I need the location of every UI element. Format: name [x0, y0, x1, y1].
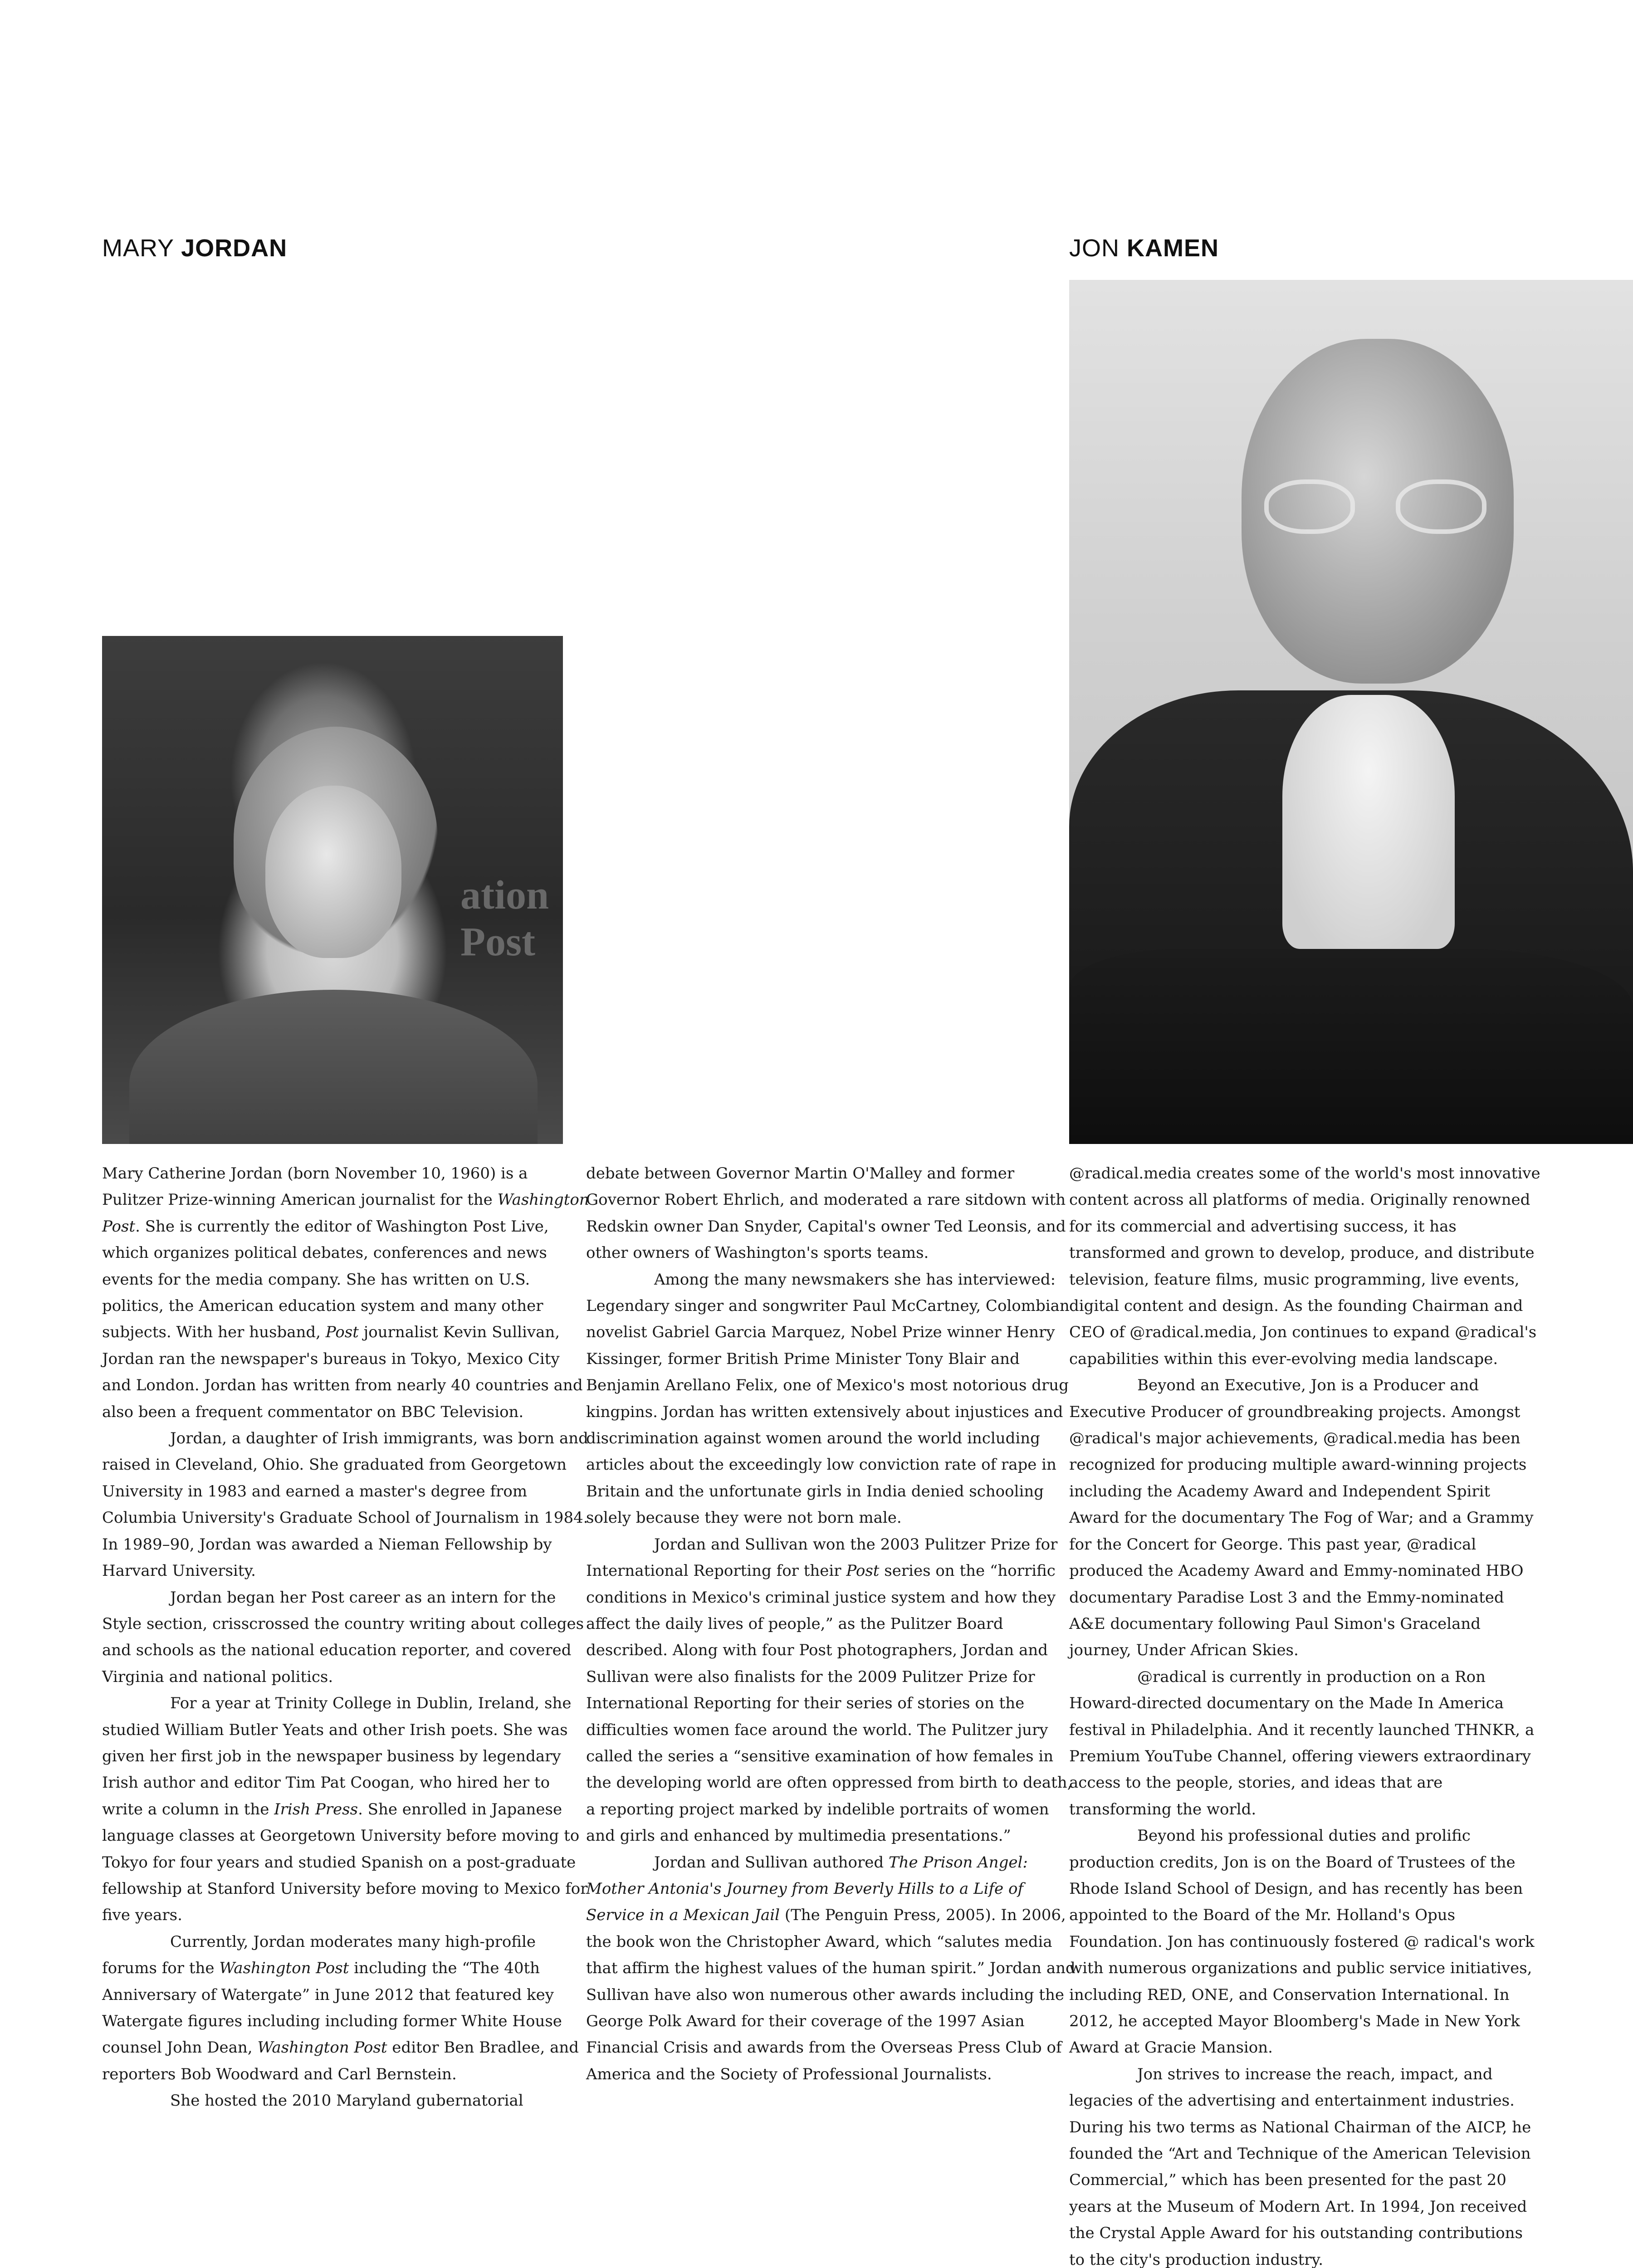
text-run: Beyond his professional duties and prolific production credits, Jon is on the Board of Trustees of the Rhode Island School of Design, and has recently has been appointed to the Board of the Mr. Holland's Opus Foundation. Jon has continuously fostered @ radical's work with numerous organizations and public service initiatives, including RED, ONE, and Conservation International. In 2012, he accepted Mayor Bloomberg's Made in New York Award at Gracie Mansion. — [1069, 1827, 1535, 2057]
bio-column-2 — [586, 1160, 1076, 2087]
italic-title: Post — [325, 1323, 359, 1342]
portrait-photo-jon-kamen — [1069, 280, 1633, 1144]
text-run: For a year at Trinity College in Dublin, Ireland, she studied William Butler Yeats and other Irish poets. She was given her first job in the newspaper business by legendary Irish author and editor Tim Pat Coogan, who hired her to write a column in the — [102, 1694, 572, 1818]
italic-title: Washington Post — [257, 2038, 387, 2057]
text-run: editor Ben Bradlee, and reporters Bob Woodward and Carl Bernstein. — [102, 2038, 579, 2083]
text-run: series on the “horrific conditions in Mexico's criminal justice system and how they affect the daily lives of people,” as the Pulitzer Board described. Along with four Post photographers, Jordan and Sullivan were also finalists for the 2009 Pulitzer Prize for International Reporting for their series of stories on the difficulties women face around the world. The Pulitzer jury called the series a “sensitive examination of how females in the developing world are often oppressed from birth to death, a reporting project marked by indelible portraits of women and girls and enhanced by multimedia presentations.” — [586, 1562, 1072, 1845]
bio-column-3 — [1069, 1160, 1541, 2268]
bio-paragraph — [102, 2087, 592, 2114]
text-run: . She enrolled in Japanese language classes at Georgetown University before moving to Tokyo for four years and studied Spanish on a post-graduate fellowship at Stanford University before moving to Mexico for five years. — [102, 1800, 588, 1925]
text-run: Jordan and Sullivan won the 2003 Pulitzer Prize for International Reporting for their — [586, 1535, 1058, 1580]
text-run: Mary Catherine Jordan (born November 10, 1960) is a Pulitzer Prize-winning American journalist for the — [102, 1164, 528, 1209]
bio-paragraph — [586, 1266, 1076, 1531]
text-run: Jon strives to increase the reach, impact, and legacies of the advertising and entertainment industries. During his two terms as National Chairman of the AICP, he founded the “Art and Technique of the American Television Commercial,” which has been presented for the past 20 years at the Museum of Modern Art. In 1994, Jon received the Crystal Apple Award for his outstanding contributions to the city's production industry. — [1069, 2065, 1531, 2268]
text-run: Currently, Jordan moderates many high-profile forums for the — [102, 1932, 536, 1978]
text-run: including the “The 40th Anniversary of Watergate” in June 2012 that featured key Watergate figures including including former White House counsel John Dean, — [102, 1959, 562, 2057]
italic-title: The Prison Angel: Mother Antonia's Journey from Beverly Hills to a Life of Service in a Mexican Jail — [586, 1853, 1028, 1925]
text-run: @radical.media creates some of the world's most innovative content across all platforms of media. Originally renowned for its commercial and advertising success, it has transformed and grown to develop, produce, and distribute television, feature films, music programming, live events, digital content and design. As the founding Chairman and CEO of @radical.media, Jon continues to expand @radical's capabilities within this ever-evolving media landscape. — [1069, 1164, 1540, 1368]
photo-glasses — [1264, 479, 1496, 538]
first-name: MARY — [102, 235, 174, 262]
photo-arms — [1069, 949, 1633, 1144]
text-run: . She is currently the editor of Washington Post Live, which organizes political debates, conferences and news events for the media company. She has written on U.S. politics, the American education system and many other subjects. With her husband, — [102, 1217, 549, 1342]
bio-paragraph — [1069, 1160, 1541, 1372]
italic-title: Washington Post — [102, 1191, 589, 1236]
name-heading-mary-jordan — [102, 234, 287, 262]
first-name: JON — [1069, 235, 1120, 262]
photo-shoulders — [129, 990, 538, 1144]
text-run: (The Penguin Press, 2005). In 2006, the book won the Christopher Award, which “salutes media that affirm the highest values of the human spirit.” Jordan and Sullivan have also won numerous other awards including the George Polk Award for their coverage of the 1997 Asian Financial Crisis and awards from the Overseas Press Club of America and the Society of Professional Journalists. — [586, 1906, 1076, 2083]
portrait-photo-mary-jordan — [102, 636, 563, 1144]
last-name: JORDAN — [181, 235, 288, 262]
text-run: journalist Kevin Sullivan, Jordan ran the newspaper's bureaus in Tokyo, Mexico City and London. Jordan has written from nearly 40 countries and also been a frequent commentator on BBC Television. — [102, 1323, 583, 1421]
bio-paragraph — [1069, 1823, 1541, 2061]
text-run: debate between Governor Martin O'Malley and former Governor Robert Ehrlich, and moderated a rare sitdown with Redskin owner Dan Snyder, Capital's owner Ted Leonsis, and other owners of Washington's sports teams. — [586, 1164, 1066, 1262]
last-name: KAMEN — [1127, 235, 1219, 262]
italic-title: Washington Post — [219, 1959, 349, 1978]
bio-paragraph — [1069, 2061, 1541, 2268]
text-run: Jordan and Sullivan authored — [654, 1853, 889, 1872]
photo-background-logo-text: ation Post — [460, 873, 549, 964]
bio-paragraph — [1069, 1372, 1541, 1663]
text-run: @radical is currently in production on a Ron Howard-directed documentary on the Made In America festival in Philadelphia. And it recently launched THNKR, a Premium YouTube Channel, offering viewers extraordinary access to the people, stories, and ideas that are transforming the world. — [1069, 1667, 1535, 1818]
bio-paragraph — [102, 1425, 592, 1584]
bio-paragraph — [586, 1849, 1076, 2088]
bio-paragraph — [102, 1929, 592, 2087]
photo-shirt — [1282, 695, 1455, 949]
bio-column-1 — [102, 1160, 592, 2114]
text-run: Jordan began her Post career as an intern for the Style section, crisscrossed the country writing about colleges and schools as the national education reporter, and covered Virginia and national politics. — [102, 1588, 584, 1686]
name-heading-jon-kamen — [1069, 234, 1219, 262]
text-run: Beyond an Executive, Jon is a Producer and Executive Producer of groundbreaking projects. Amongst @radical's major achievements, @radical.media has been recognized for producing multiple award-winning projects including the Academy Award and Independent Spirit Award for the documentary The Fog of War; and a Grammy for the Concert for George. This past year, @radical produced the Academy Award and Emmy-nominated HBO documentary Paradise Lost 3 and the Emmy-nominated A&E documentary following Paul Simon's Graceland journey, Under African Skies. — [1069, 1376, 1534, 1660]
text-run: Jordan, a daughter of Irish immigrants, was born and raised in Cleveland, Ohio. She graduated from Georgetown University in 1983 and earned a master's degree from Columbia University's Graduate School of Journalism in 1984. In 1989–90, Jordan was awarded a Nieman Fellowship by Harvard University. — [102, 1429, 588, 1580]
bio-paragraph — [586, 1160, 1076, 1266]
bio-paragraph — [102, 1584, 592, 1691]
bio-paragraph — [586, 1531, 1076, 1849]
italic-title: Irish Press — [274, 1800, 358, 1818]
text-run: She hosted the 2010 Maryland gubernatorial — [170, 2092, 523, 2110]
bio-paragraph — [1069, 1664, 1541, 1823]
italic-title: Post — [846, 1562, 880, 1580]
bio-paragraph — [102, 1690, 592, 1929]
photo-face — [265, 786, 401, 958]
bio-paragraph — [102, 1160, 592, 1425]
text-run: Among the many newsmakers she has interviewed: Legendary singer and songwriter Paul McCartney, Colombian novelist Gabriel Garcia Marquez, Nobel Prize winner Henry Kissinger, former British Prime Minister Tony Blair and Benjamin Arellano Felix, one of Mexico's most notorious drug kingpins. Jordan has written extensively about injustices and discrimination against women around the world including articles about the exceedingly low conviction rate of rape in Britain and the unfortunate girls in India denied schooling solely because they were not born male. — [586, 1270, 1070, 1527]
